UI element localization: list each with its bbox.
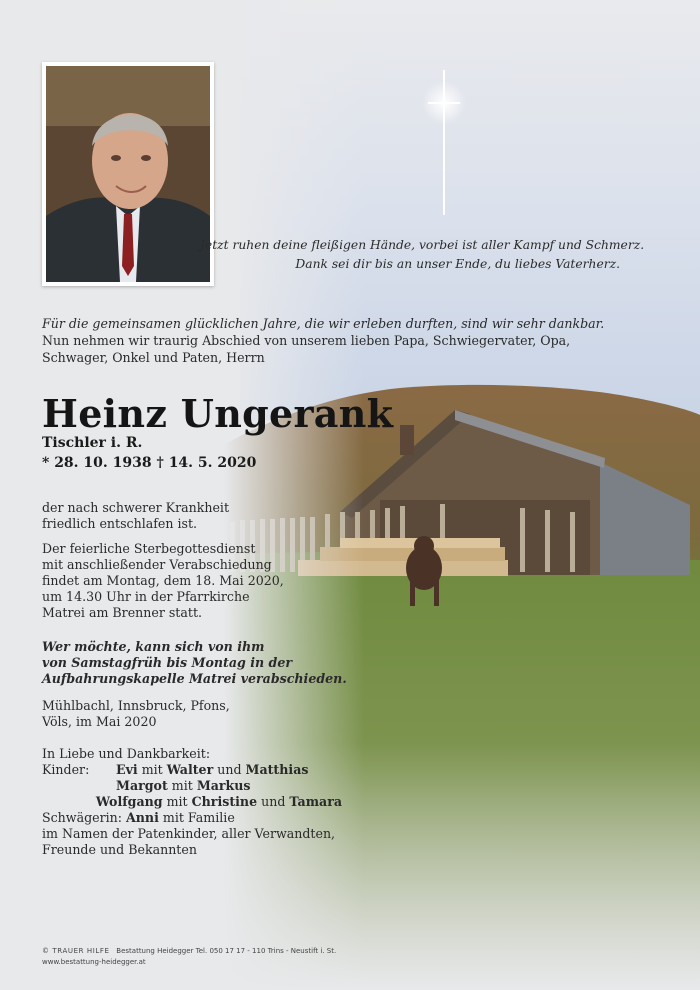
grandchild-name: Matthias	[245, 762, 309, 777]
service-line: um 14.30 Uhr in der Pfarrkirche	[42, 589, 250, 604]
footer-brand: © TRAUER HILFE	[42, 947, 110, 955]
children-label: Kinder:	[42, 762, 90, 777]
connector: mit	[162, 794, 192, 809]
spouse-name: Markus	[196, 778, 251, 793]
deceased-dates: * 28. 10. 1938 † 14. 5. 2020	[42, 455, 257, 471]
deceased-name: Heinz Ungerank	[42, 391, 394, 436]
farewell-notice	[42, 639, 347, 687]
intro-text	[42, 315, 605, 366]
farewell-line: Aufbahrungskapelle Matrei verabschieden.	[42, 671, 347, 686]
sister-in-law-rest: mit Familie	[158, 810, 235, 825]
child-name: Evi	[116, 762, 138, 777]
children-row-3	[42, 794, 342, 810]
sister-in-law-name: Anni	[126, 810, 159, 825]
motto-line-2: Dank sei dir bis an unser Ende, du liebes Vaterherz.	[295, 257, 620, 271]
portrait-image	[46, 66, 210, 282]
place-line: Mühlbachl, Innsbruck, Pfons,	[42, 698, 230, 713]
deceased-profession: Tischler i. R.	[42, 435, 143, 451]
service-line: Matrei am Brenner statt.	[42, 605, 203, 620]
connector: und	[257, 794, 290, 809]
footer-info: Bestattung Heidegger Tel. 050 17 17 - 110 Trins - Neustift i. St.	[116, 947, 337, 955]
child-name: Wolfgang	[95, 794, 163, 809]
connector: mit	[137, 762, 167, 777]
intro-line-3: Schwager, Onkel und Paten, Herrn	[42, 350, 265, 365]
service-line: findet am Montag, dem 18. Mai 2020,	[42, 573, 284, 588]
undertaker-footer	[42, 946, 336, 968]
mourners-heading: In Liebe und Dankbarkeit:	[42, 746, 211, 761]
friends-line: Freunde und Bekannten	[42, 842, 197, 857]
place-date	[42, 698, 342, 730]
intro-gratitude: Für die gemeinsamen glücklichen Jahre, die wir erleben durften, sind wir sehr dankbar.	[42, 316, 605, 331]
intro-line-2: Nun nehmen wir traurig Abschied von unserem lieben Papa, Schwiegervater, Opa,	[42, 333, 571, 348]
place-line: Völs, im Mai 2020	[42, 714, 157, 729]
footer-url[interactable]: www.bestattung-heidegger.at	[42, 958, 146, 966]
children-row-1	[42, 762, 342, 778]
service-details	[42, 541, 342, 621]
grandchild-name: Tamara	[289, 794, 342, 809]
portrait-photo	[42, 62, 214, 286]
passing-line: der nach schwerer Krankheit	[42, 500, 230, 515]
farewell-line: Wer möchte, kann sich von ihm	[42, 639, 265, 654]
farewell-line: von Samstagfrüh bis Montag in der	[42, 655, 292, 670]
sister-in-law-line	[42, 810, 342, 826]
spouse-name: Christine	[191, 794, 258, 809]
children-row-2	[42, 778, 342, 794]
mourners-list	[42, 746, 342, 858]
passing-line: friedlich entschlafen ist.	[42, 516, 198, 531]
godchildren-line: im Namen der Patenkinder, aller Verwandten,	[42, 826, 336, 841]
passing-notice	[42, 500, 342, 532]
service-line: mit anschließender Verabschiedung	[42, 557, 272, 572]
motto-verse	[200, 236, 645, 274]
spouse-name: Walter	[166, 762, 214, 777]
motto-line-1: Jetzt ruhen deine fleißigen Hände, vorbei ist aller Kampf und Schmerz.	[200, 238, 645, 252]
service-line: Der feierliche Sterbegottesdienst	[42, 541, 256, 556]
connector: mit	[167, 778, 197, 793]
sister-in-law-label: Schwägerin:	[42, 810, 126, 825]
connector: und	[213, 762, 246, 777]
child-name: Margot	[116, 778, 168, 793]
